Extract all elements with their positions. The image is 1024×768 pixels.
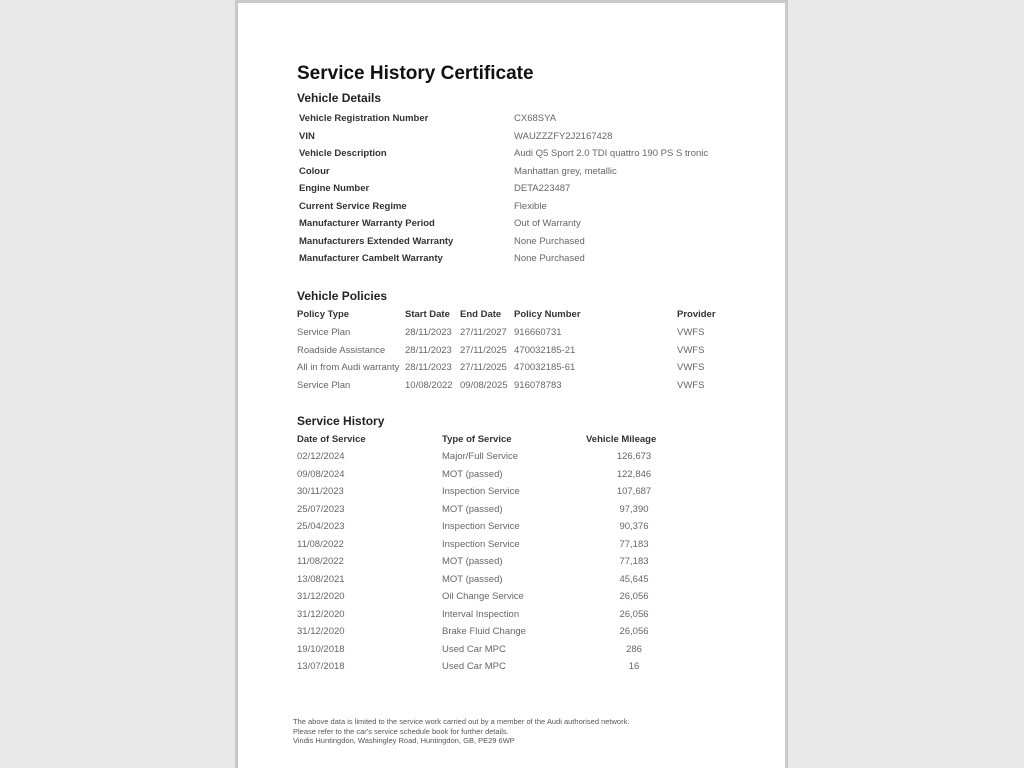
service-mileage: 45,645	[619, 573, 649, 585]
policy-cell: 28/11/2023	[405, 362, 452, 374]
policy-cell: Roadside Assistance	[297, 344, 386, 356]
service-type: MOT (passed)	[442, 468, 503, 480]
policy-cell: 10/08/2022	[405, 379, 453, 391]
detail-label: Engine Number	[299, 183, 370, 194]
service-column-header: Date of Service	[297, 434, 366, 445]
service-date: 19/10/2018	[297, 643, 345, 655]
detail-label: Current Service Regime	[299, 200, 407, 212]
vehicle-details-heading: Vehicle Details	[297, 91, 382, 105]
detail-value: None Purchased	[514, 253, 585, 264]
policy-cell: 28/11/2023	[405, 344, 452, 356]
detail-value: CX68SYA	[514, 113, 557, 124]
service-type: MOT (passed)	[442, 556, 503, 567]
service-type: MOT (passed)	[442, 573, 503, 585]
policy-cell: VWFS	[677, 327, 705, 338]
service-type: Brake Fluid Change	[442, 626, 526, 637]
service-date: 13/07/2018	[297, 661, 345, 672]
service-mileage: 97,390	[619, 503, 649, 515]
service-type: Used Car MPC	[442, 661, 506, 672]
service-date: 02/12/2024	[297, 451, 345, 462]
service-date: 11/08/2022	[297, 556, 344, 567]
service-column-header: Vehicle Mileage	[586, 434, 657, 445]
service-mileage: 126,673	[616, 451, 652, 462]
detail-label: Vehicle Description	[299, 148, 387, 159]
service-date: 30/11/2023	[297, 486, 344, 497]
policy-column-header: End Date	[460, 309, 502, 320]
detail-value: Manhattan grey, metallic	[514, 165, 617, 177]
detail-value: None Purchased	[514, 235, 585, 247]
detail-label: Vehicle Registration Number	[299, 113, 429, 124]
policy-column-header: Policy Number	[514, 309, 581, 320]
policy-cell: VWFS	[677, 362, 705, 374]
policy-cell: Service Plan	[297, 379, 351, 391]
service-date: 31/12/2020	[297, 626, 345, 637]
service-type: Inspection Service	[442, 538, 520, 550]
detail-label: Manufacturers Extended Warranty	[299, 235, 454, 247]
service-column-header: Type of Service	[442, 434, 512, 445]
policy-cell: 27/11/2025	[460, 362, 507, 374]
footer-line: Vindis Huntingdon, Washingley Road, Huntingdon, GB, PE29 6WP	[293, 736, 515, 745]
page-title: Service History Certificate	[297, 63, 534, 84]
detail-label: Manufacturer Warranty Period	[299, 218, 435, 229]
service-mileage: 77,183	[619, 538, 649, 550]
service-type: Interval Inspection	[442, 608, 520, 620]
service-type: Inspection Service	[442, 521, 520, 532]
policy-cell: VWFS	[677, 379, 705, 391]
service-history-heading: Service History	[297, 414, 385, 428]
service-mileage: 77,183	[619, 556, 649, 567]
policy-column-header: Policy Type	[297, 309, 350, 320]
detail-value: Audi Q5 Sport 2.0 TDI quattro 190 PS S tronic	[514, 148, 709, 159]
policy-cell: 916078783	[514, 379, 562, 391]
footer-line: Please refer to the car's service schedule book for further details.	[293, 726, 509, 736]
service-mileage: 90,376	[619, 521, 649, 532]
detail-value: WAUZZZFY2J2167428	[514, 130, 613, 142]
policy-cell: Service Plan	[297, 327, 351, 338]
service-date: 11/08/2022	[297, 538, 344, 550]
service-date: 25/07/2023	[297, 503, 345, 515]
detail-label: VIN	[299, 130, 315, 142]
vehicle-policies-heading: Vehicle Policies	[297, 289, 388, 303]
service-mileage: 26,056	[619, 626, 649, 637]
policy-cell: 09/08/2025	[460, 379, 508, 391]
policy-cell: 27/11/2027	[460, 327, 507, 338]
service-type: Major/Full Service	[442, 451, 519, 462]
policy-cell: All in from Audi warranty	[297, 362, 400, 374]
service-type: Inspection Service	[442, 486, 520, 497]
service-date: 31/12/2020	[297, 591, 345, 602]
service-date: 09/08/2024	[297, 468, 345, 480]
policy-cell: 470032185-21	[514, 344, 576, 356]
service-mileage: 107,687	[616, 486, 652, 497]
policy-cell: VWFS	[677, 344, 705, 356]
policy-cell: 470032185-61	[514, 362, 576, 374]
policy-column-header: Start Date	[405, 309, 450, 320]
service-type: Used Car MPC	[442, 643, 506, 655]
service-mileage: 286	[626, 643, 642, 655]
detail-value: Out of Warranty	[514, 218, 581, 229]
certificate-page	[235, 0, 788, 768]
service-date: 25/04/2023	[297, 521, 345, 532]
service-mileage: 26,056	[619, 608, 649, 620]
policy-cell: 27/11/2025	[460, 344, 507, 356]
detail-label: Colour	[299, 165, 330, 177]
policy-cell: 28/11/2023	[405, 327, 452, 338]
detail-label: Manufacturer Cambelt Warranty	[299, 253, 443, 264]
service-mileage: 16	[628, 661, 640, 672]
service-type: Oil Change Service	[442, 591, 524, 602]
detail-value: Flexible	[514, 200, 547, 212]
policy-cell: 916660731	[514, 327, 562, 338]
service-mileage: 26,056	[619, 591, 649, 602]
service-date: 13/08/2021	[297, 573, 345, 585]
footer-line: The above data is limited to the service work carried out by a member of the Audi authorised network.	[293, 717, 630, 726]
service-type: MOT (passed)	[442, 503, 503, 515]
service-date: 31/12/2020	[297, 608, 345, 620]
service-mileage: 122,846	[616, 468, 652, 480]
policy-column-header: Provider	[677, 309, 716, 320]
footer-note	[293, 717, 763, 746]
detail-value: DETA223487	[514, 183, 571, 194]
